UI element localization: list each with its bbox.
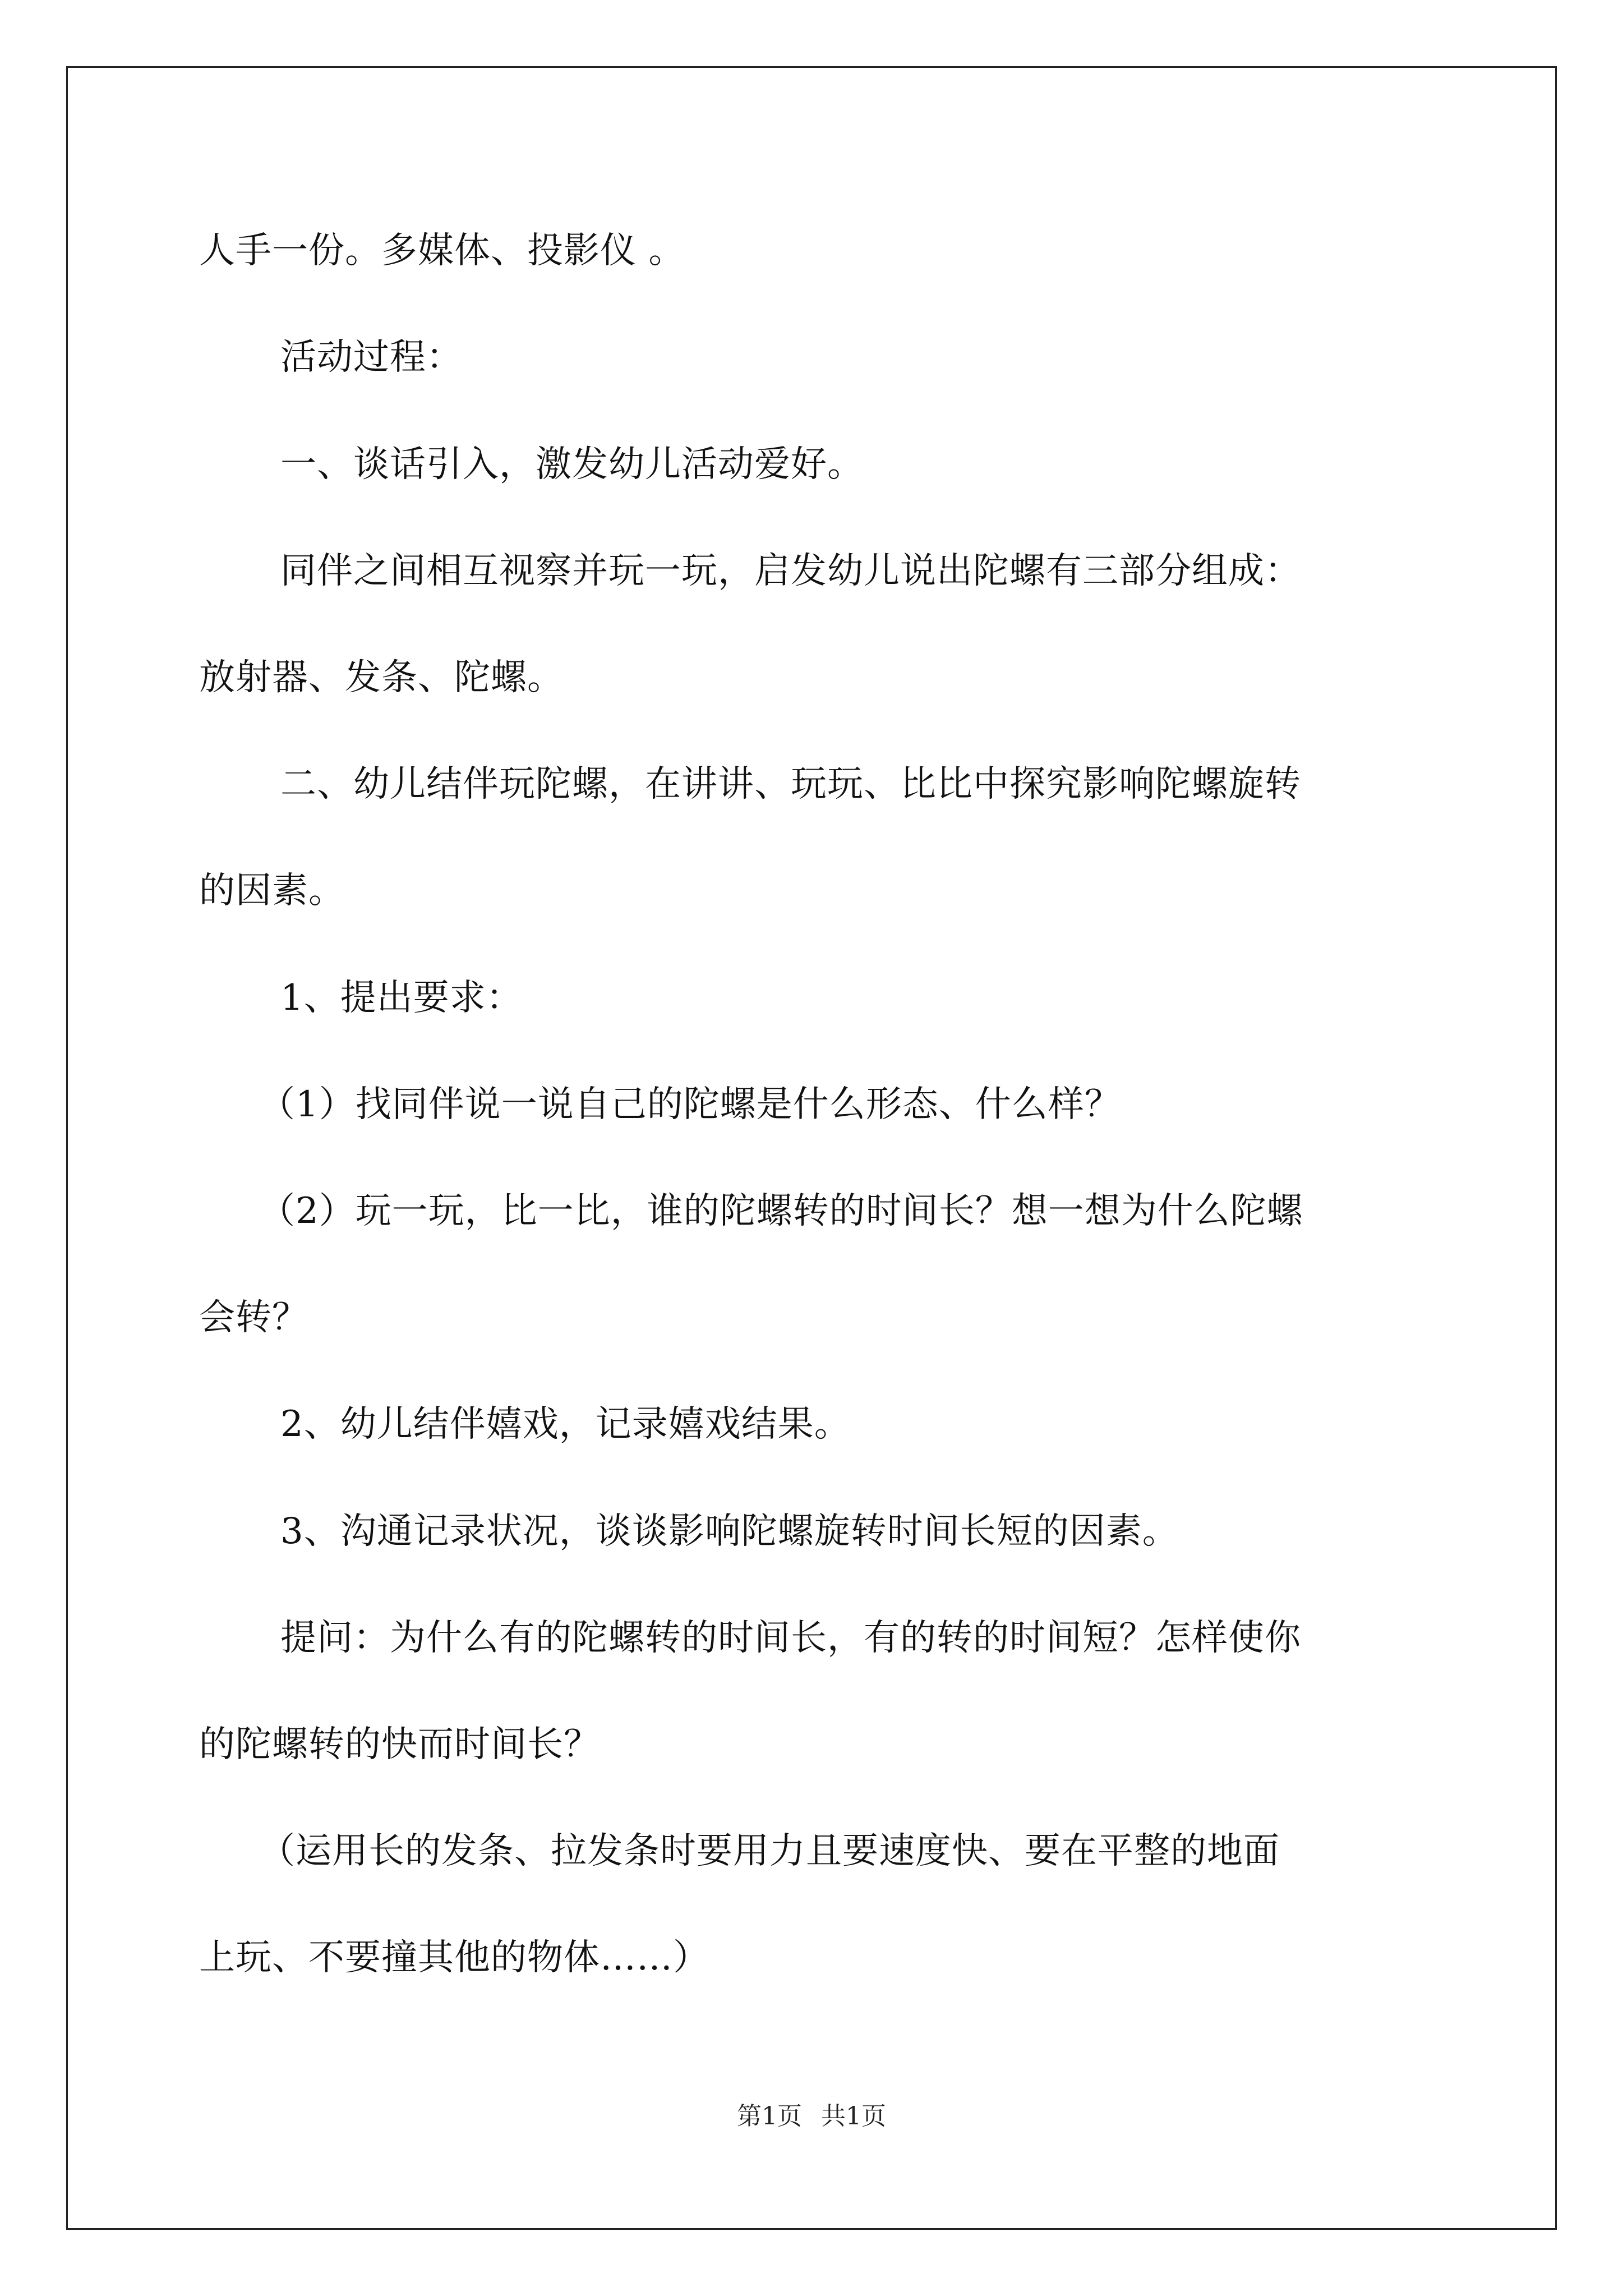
text-line: 放射器、发条、陀螺。 [199,657,564,698]
text-line: （2）玩一玩，比一比，谁的陀螺转的时间长？想一想为什么陀螺 [259,1190,1303,1232]
text-line: 上玩、不要撞其他的物体……） [199,1937,709,1978]
text-line: 的陀螺转的快而时间长？ [199,1724,600,1765]
page-number: 第1页 [737,2102,802,2131]
text-line: 二、幼儿结伴玩陀螺，在讲讲、玩玩、比比中探究影响陀螺旋转 [280,763,1301,805]
text-line: 提问：为什么有的陀螺转的时间长，有的转的时间短？怎样使你 [280,1617,1301,1659]
text-line: （1）找同伴说一说自己的陀螺是什么形态、什么样？ [259,1084,1121,1125]
page-border [66,66,1557,2230]
text-line: 1、提出要求： [280,977,523,1019]
text-line: 会转？ [199,1297,308,1338]
text-line: 人手一份。多媒体、投影仪 。 [199,230,685,272]
text-line: 一、谈话引入，激发幼儿活动爱好。 [280,444,864,485]
text-line: 同伴之间相互视察并玩一玩，启发幼儿说出陀螺有三部分组成： [280,550,1301,592]
text-line: 的因素。 [199,870,345,912]
page-total: 共1页 [821,2102,886,2131]
text-line: 3、沟通记录状况，谈谈影响陀螺旋转时间长短的因素。 [280,1511,1179,1552]
text-line: （运用长的发条、拉发条时要用力且要速度快、要在平整的地面 [259,1830,1280,1872]
text-line: 活动过程： [280,337,463,378]
text-line: 2、幼儿结伴嬉戏，记录嬉戏结果。 [280,1404,851,1445]
page-footer [0,2101,1623,2132]
